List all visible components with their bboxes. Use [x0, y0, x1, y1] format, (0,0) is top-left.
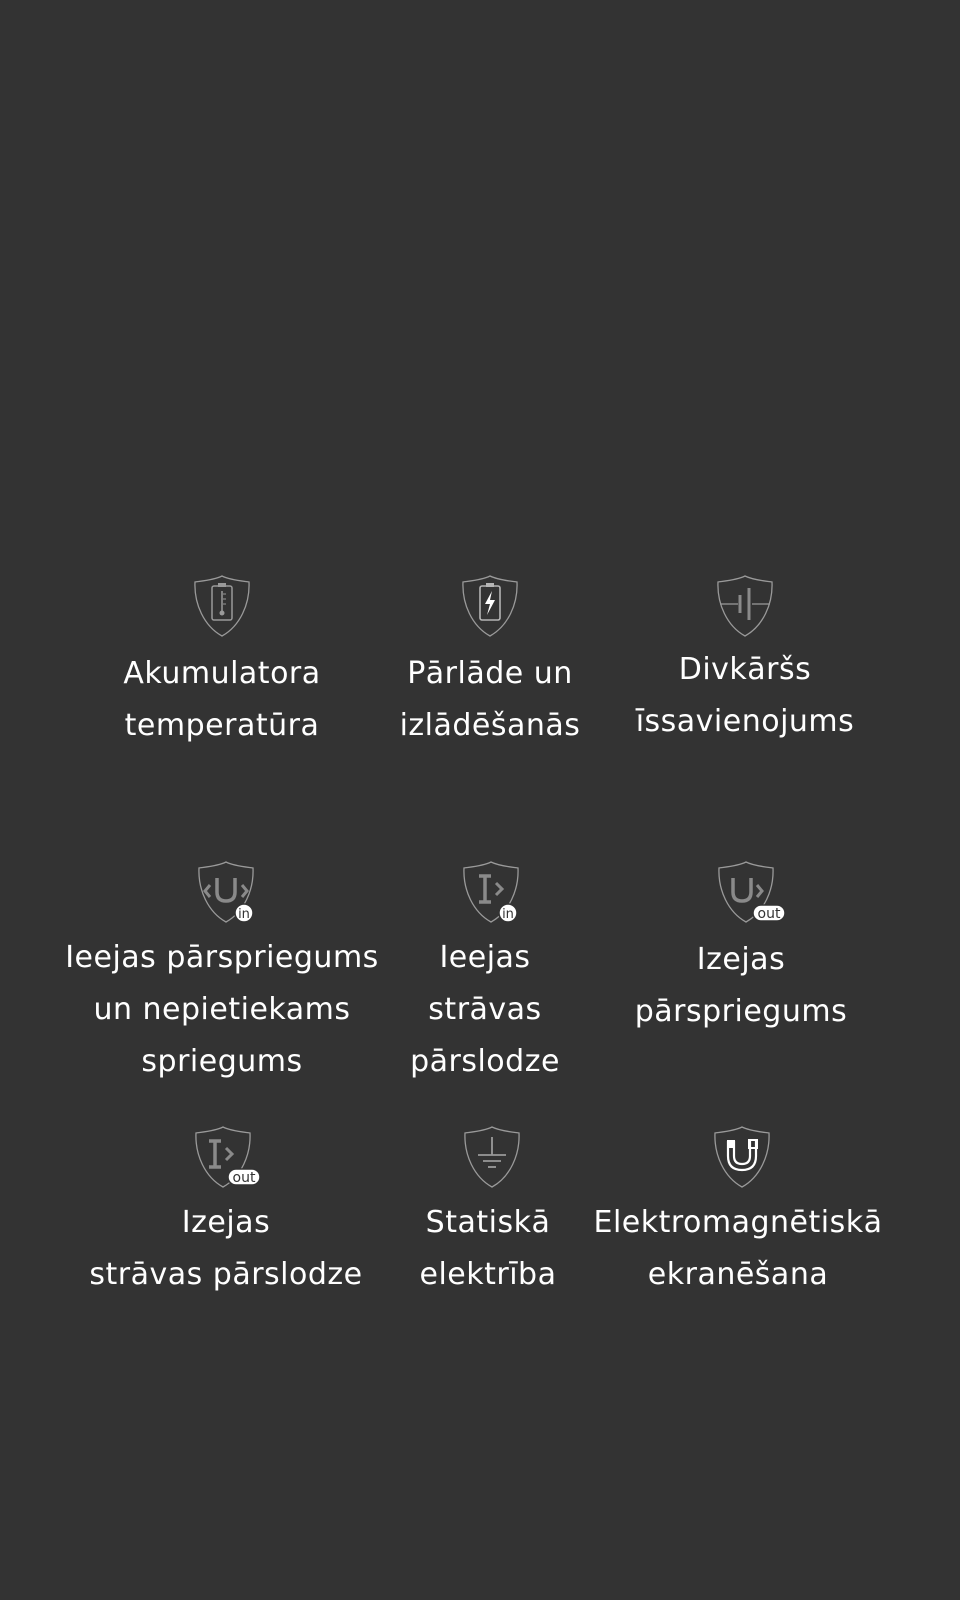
feature-label-line: pārslodze — [410, 1044, 560, 1079]
feature-label — [52, 932, 392, 1088]
svg-text:in: in — [238, 907, 250, 922]
feature-output-overvoltage — [620, 860, 862, 1038]
feature-label-line: izlādēšanās — [399, 708, 581, 743]
svg-text:in: in — [502, 907, 514, 922]
feature-label-line: Ieejas — [439, 940, 531, 975]
feature-label-line: spriegums — [141, 1044, 303, 1079]
feature-label — [380, 648, 600, 752]
voltage-in-shield-icon — [196, 860, 256, 924]
svg-text:out: out — [757, 906, 781, 922]
feature-label-line: Akumulatora — [123, 656, 321, 691]
feature-em-shielding — [590, 1125, 886, 1301]
feature-label-line: īssavienojums — [635, 704, 855, 739]
feature-label-line: un nepietiekams — [93, 992, 351, 1027]
feature-label-line: Elektromagnētiskā — [593, 1205, 883, 1240]
feature-battery-temperature — [80, 574, 364, 752]
feature-label — [398, 1197, 578, 1301]
feature-double-short-circuit — [620, 574, 870, 748]
feature-label — [80, 648, 364, 752]
feature-label-line: temperatūra — [124, 708, 320, 743]
thermometer-shield-icon — [192, 574, 252, 638]
feature-input-overvoltage — [52, 860, 392, 1088]
feature-label — [395, 932, 575, 1088]
current-in-shield-icon — [461, 860, 521, 924]
feature-input-overcurrent — [395, 860, 575, 1088]
feature-label-line: Ieejas pārspriegums — [65, 940, 379, 975]
feature-label-line: Izejas — [181, 1205, 271, 1240]
current-out-shield-icon — [193, 1125, 265, 1189]
feature-static-electricity — [398, 1125, 578, 1301]
svg-text:out: out — [232, 1170, 256, 1186]
feature-label-line: Izejas — [696, 942, 786, 977]
feature-label-line: elektrība — [419, 1257, 557, 1292]
feature-output-overcurrent — [80, 1125, 372, 1301]
feature-charge-discharge — [380, 574, 600, 752]
feature-label — [620, 644, 870, 748]
feature-label-line: strāvas pārslodze — [89, 1257, 363, 1292]
feature-label-line: ekranēšana — [647, 1257, 829, 1292]
battery-bolt-shield-icon — [460, 574, 520, 638]
magnet-shield-icon — [712, 1125, 772, 1189]
feature-label-line: Pārlāde un — [407, 656, 573, 691]
feature-label-line: Statiskā — [425, 1205, 551, 1240]
capacitor-shield-icon — [715, 574, 775, 638]
feature-label — [620, 934, 862, 1038]
feature-label-line: Divkāršs — [678, 652, 812, 687]
feature-label — [590, 1197, 886, 1301]
feature-label-line: strāvas — [428, 992, 542, 1027]
feature-label-line: pārspriegums — [634, 994, 848, 1029]
ground-shield-icon — [462, 1125, 522, 1189]
voltage-out-shield-icon — [716, 860, 788, 924]
feature-label — [80, 1197, 372, 1301]
